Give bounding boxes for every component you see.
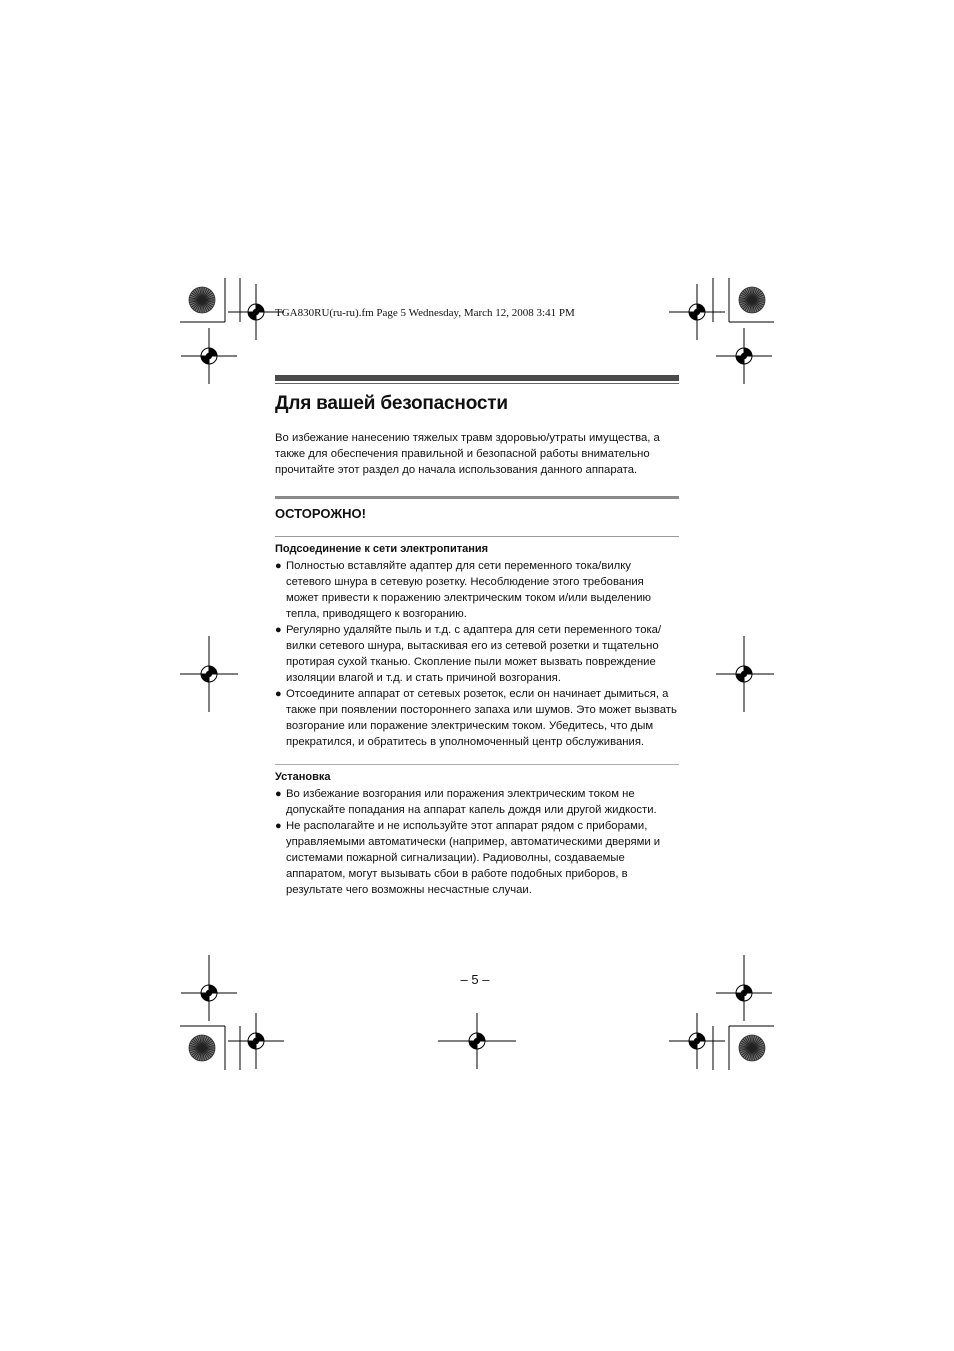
bullet-icon: ● bbox=[275, 788, 282, 800]
page-title: Для вашей безопасности bbox=[275, 393, 508, 414]
list-item: ● Регулярно удаляйте пыль и т.д. с адаптера для сети переменного тока/вилки сетевого шнура, вытаскивая его из сетевой розетки и тщательно протирая сухой тканью. Скопление пыли может вызвать повреждение изоляции влагой и т.д. и стать причиной возгорания. bbox=[275, 624, 662, 684]
bullet-icon: ● bbox=[275, 820, 282, 832]
list-item: ● Полностью вставляйте адаптер для сети переменного тока/вилку сетевого шнура в сетевую розетку. Несоблюдение этого требования может привести к поражению электрическим током и/или выделению тепла, приводящего к возгоранию. bbox=[275, 560, 651, 620]
power-list bbox=[275, 558, 679, 750]
safety-section bbox=[275, 375, 679, 898]
title-rule-thick bbox=[275, 375, 679, 381]
caution-rule bbox=[275, 496, 679, 499]
page-number: – 5 – bbox=[460, 972, 490, 987]
section-rule bbox=[275, 764, 679, 765]
list-item: ● Не располагайте и не используйте этот аппарат рядом с приборами, управляемыми автоматически (например, автоматическими дверями и системами пожарной сигнализации). Радиоволны, создаваемые аппаратом, могут вызывать сбои в работе подобных приборов, в результате чего возможны несчастные случаи. bbox=[275, 820, 661, 896]
title-rule-thin bbox=[275, 383, 679, 384]
file-info-header: TGA830RU(ru-ru).fm Page 5 Wednesday, March 12, 2008 3:41 PM bbox=[275, 307, 575, 319]
caution-heading: ОСТОРОЖНО! bbox=[275, 506, 366, 521]
section-rule bbox=[275, 536, 679, 537]
intro-paragraph: Во избежание нанесению тяжелых травм здоровью/утраты имущества, а также для обеспечения правильной и безопасной работы внимательно прочитайте этот раздел до начала использования данного аппарата. bbox=[275, 432, 660, 476]
bullet-icon: ● bbox=[275, 624, 282, 636]
list-item: ● Отсоедините аппарат от сетевых розеток, если он начинает дымиться, а также при появлении постороннего запаха или шумов. Это может вызвать возгорание или поражение электрическим током. Убедитесь, что дым прекратился, и обратитесь в уполномоченный центр обслуживания. bbox=[275, 688, 677, 748]
installation-list bbox=[275, 786, 679, 898]
list-item: ● Во избежание возгорания или поражения электрическим током не допускайте попадания на аппарат капель дождя или другой жидкости. bbox=[275, 788, 657, 816]
section-heading-power: Подсоединение к сети электропитания bbox=[275, 543, 489, 555]
section-heading-installation: Установка bbox=[275, 771, 331, 783]
bullet-icon: ● bbox=[275, 688, 282, 700]
bullet-icon: ● bbox=[275, 560, 282, 572]
